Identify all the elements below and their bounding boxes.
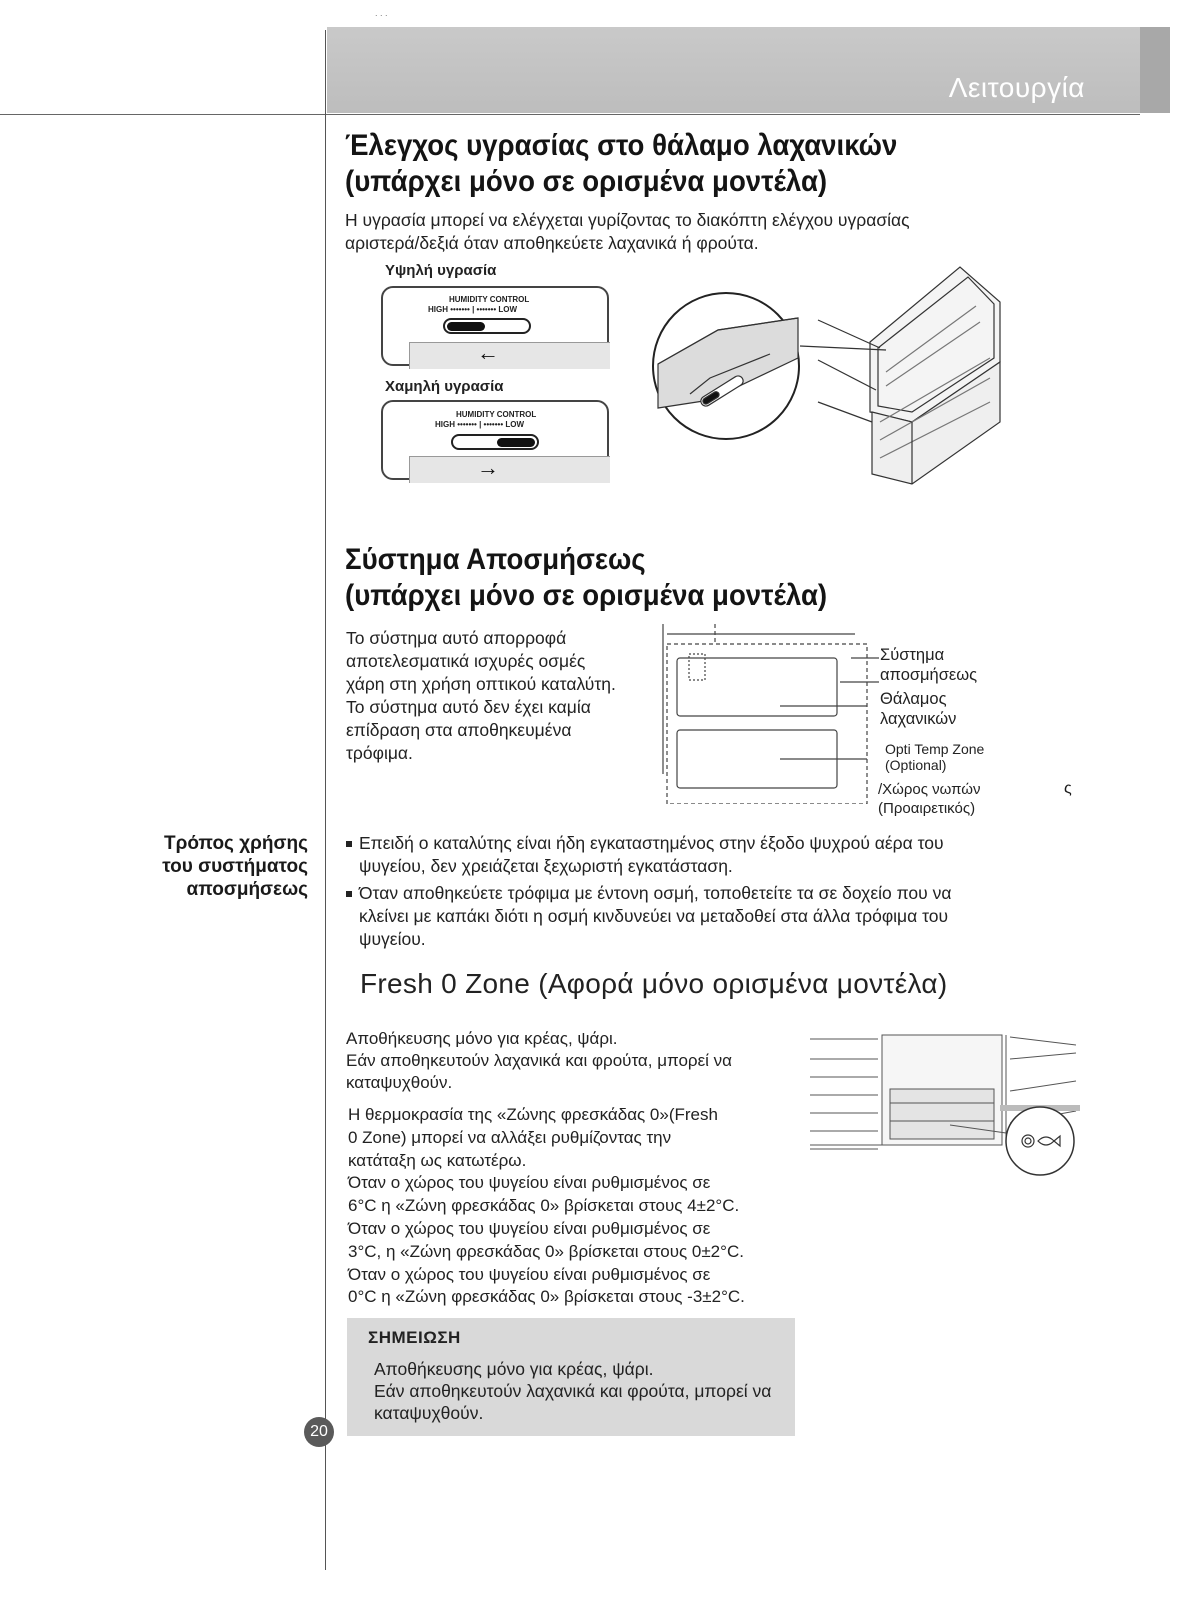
fresh-para2-line: Όταν ο χώρος του ψυγείου είναι ρυθμισμένος σε	[348, 1218, 711, 1238]
usage-bullets	[345, 832, 1035, 955]
humidity-intro-line1: Η υγρασία μπορεί να ελέγχεται γυρίζοντας το διακόπτη ελέγχου υγρασίας	[345, 210, 910, 230]
deodorizer-description	[346, 627, 646, 765]
side-heading-line: του συστήματος	[162, 856, 308, 877]
label-fresh-line2: (Προαιρετικός)	[878, 800, 976, 817]
margin-rule	[325, 30, 326, 1570]
fresh-zone-para2	[348, 1104, 788, 1309]
fresh-para2-line: Η θερμοκρασία της «Ζώνης φρεσκάδας 0»(Fresh	[348, 1105, 718, 1124]
scale-dots: ••••••• | •••••••	[457, 420, 504, 429]
deodorizer-desc-line: αποτελεσματικά ισχυρές οσμές	[346, 651, 586, 671]
label-deodorizer-line1: Σύστημα	[880, 646, 945, 664]
humidity-intro	[345, 209, 1045, 255]
deodorizer-desc-line: Το σύστημα αυτό απορροφά	[346, 628, 567, 648]
section-title: Λειτουργία	[948, 72, 1085, 103]
side-heading-line: αποσμήσεως	[186, 879, 308, 900]
deodorizer-title	[345, 542, 827, 614]
stray-character: ς	[1064, 780, 1072, 797]
label-fresh-space	[878, 780, 981, 818]
fresh-para2-line: 0°C η «Ζώνη φρεσκάδας 0» βρίσκεται στους -3±2°C.	[348, 1287, 745, 1307]
fresh-para1-line: καταψυχθούν.	[346, 1073, 453, 1092]
label-deodorizer-line2: αποσμήσεως	[880, 666, 978, 684]
fresh-para1-line: Αποθήκευσης μόνο για κρέας, ψάρι.	[346, 1029, 618, 1048]
bullet-line: Όταν αποθηκεύετε τρόφιμα με έντονη οσμή, τοποθετείτε τα σε δοχείο που να	[359, 883, 952, 903]
label-opti-line1: Opti Temp Zone	[885, 741, 985, 757]
fresh-para2-line: Όταν ο χώρος του ψυγείου είναι ρυθμισμένος σε	[348, 1173, 711, 1193]
fresh-para1-line: Εάν αποθηκευτούν λαχανικά και φρούτα, μπορεί να	[346, 1051, 733, 1070]
note-line: καταψυχθούν.	[374, 1403, 484, 1423]
humidity-slider-knob[interactable]	[447, 322, 485, 331]
fresh-zone-para1	[346, 1028, 786, 1094]
label-vegetable-drawer	[880, 689, 956, 729]
scale-low-label: LOW	[505, 420, 525, 429]
crisper-drawer-illustration	[650, 262, 1010, 492]
note-text	[374, 1358, 794, 1424]
note-line: Εάν αποθηκευτούν λαχανικά και φρούτα, μπορεί να	[374, 1381, 772, 1401]
humidity-scale	[428, 305, 517, 314]
scale-dots: ••••••• | •••••••	[450, 305, 497, 314]
humidity-control-caption: HUMIDITY CONTROL	[449, 295, 530, 304]
deodorizer-desc-line: επίδραση στα αποθηκευμένα	[346, 720, 572, 740]
fresh-para2-line: 0 Zone) μπορεί να αλλάξει ρυθμίζοντας την	[348, 1127, 672, 1147]
fresh-para2-line: 3°C, η «Ζώνη φρεσκάδας 0» βρίσκεται στους 0±2°C.	[348, 1241, 744, 1261]
humidity-title	[345, 128, 897, 200]
humidity-title-line2: (υπάρχει μόνο σε ορισμένα μοντέλα)	[345, 165, 828, 198]
humidity-scale	[435, 420, 524, 429]
bullet-line: ψυγείου.	[359, 929, 426, 949]
humidity-control-low	[381, 400, 609, 480]
deodorizer-desc-line: χάρη στη χρήση οπτικού καταλύτη.	[346, 674, 616, 694]
humidity-slider-track	[443, 318, 531, 334]
note-line: Αποθήκευσης μόνο για κρέας, ψάρι.	[374, 1359, 654, 1379]
scale-low-label: LOW	[498, 305, 518, 314]
label-vegetable-line1: Θάλαμος	[880, 690, 947, 708]
deodorizer-location-diagram	[655, 624, 880, 804]
header-divider	[0, 114, 1140, 115]
note-title: ΣΗΜΕΙΩΣΗ	[368, 1328, 461, 1347]
arrow-left-icon: ←	[477, 340, 499, 365]
label-opti-line2: (Optional)	[885, 757, 947, 773]
label-deodorizer	[880, 645, 977, 685]
side-heading-line: Τρόπος χρήσης	[163, 833, 308, 854]
scale-high-label: HIGH	[428, 305, 448, 314]
humidity-control-high	[381, 286, 609, 366]
fresh-para2-line: Όταν ο χώρος του ψυγείου είναι ρυθμισμένος σε	[348, 1264, 711, 1284]
humidity-title-line1: Έλεγχος υγρασίας στο θάλαμο λαχανικών	[345, 129, 898, 162]
label-vegetable-line2: λαχανικών	[880, 710, 957, 728]
page-number: 20	[304, 1417, 334, 1447]
bullet-item	[345, 882, 1035, 951]
deodorizer-title-line1: Σύστημα Αποσμήσεως	[345, 543, 646, 576]
high-humidity-label: Υψηλή υγρασία	[385, 262, 497, 279]
corner-mark: . . .	[375, 8, 388, 18]
humidity-slider-track	[451, 434, 539, 450]
crisper-cover	[409, 456, 610, 483]
header-band-edge	[1140, 27, 1170, 113]
fresh-zone-title: Fresh 0 Zone (Αφορά μόνο ορισμένα μοντέλα)	[360, 968, 948, 999]
deodorizer-desc-line: Το σύστημα αυτό δεν έχει καμία	[346, 697, 591, 717]
deodorizer-title-line2: (υπάρχει μόνο σε ορισμένα μοντέλα)	[345, 579, 828, 612]
label-opti-temp	[885, 741, 984, 773]
fresh-zone-illustration	[810, 1033, 1080, 1178]
label-fresh-line1: /Χώρος νωπών	[878, 781, 981, 798]
bullet-line: ψυγείου, δεν χρειάζεται ξεχωριστή εγκατάσταση.	[359, 856, 733, 876]
bullet-line: Επειδή ο καταλύτης είναι ήδη εγκαταστημένος στην έξοδο ψυχρού αέρα του	[359, 833, 944, 853]
arrow-right-icon: →	[477, 455, 499, 480]
scale-high-label: HIGH	[435, 420, 455, 429]
bullet-item	[345, 832, 1035, 878]
low-humidity-label: Χαμηλή υγρασία	[385, 378, 504, 395]
crisper-cover	[409, 342, 610, 369]
bullet-line: κλείνει με καπάκι διότι η οσμή κινδυνεύει να μεταδοθεί στα άλλα τρόφιμα του	[359, 906, 949, 926]
humidity-intro-line2: αριστερά/δεξιά όταν αποθηκεύετε λαχανικά ή φρούτα.	[345, 233, 759, 253]
fresh-para2-line: 6°C η «Ζώνη φρεσκάδας 0» βρίσκεται στους 4±2°C.	[348, 1196, 740, 1216]
usage-side-heading	[162, 832, 308, 901]
deodorizer-desc-line: τρόφιμα.	[346, 743, 413, 763]
humidity-control-caption: HUMIDITY CONTROL	[456, 410, 537, 419]
humidity-slider-knob[interactable]	[497, 438, 535, 447]
fresh-para2-line: κατάταξη ως κατωτέρω.	[348, 1150, 527, 1170]
